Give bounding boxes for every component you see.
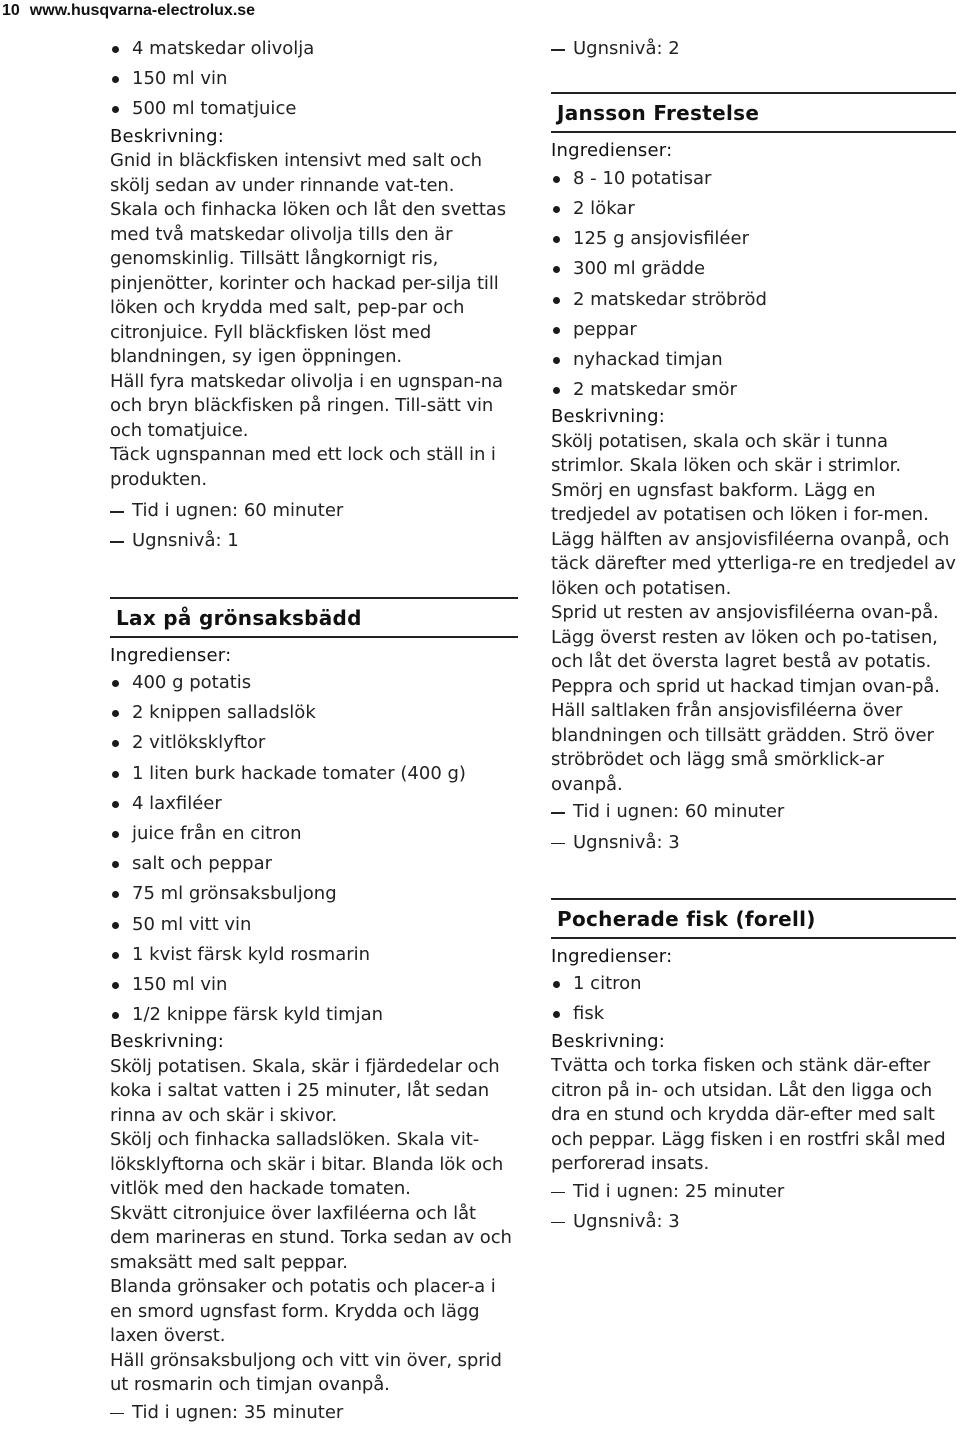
oven-level-note: Ugnsnivå: 1 — [110, 526, 518, 556]
page-number: 10 — [2, 2, 20, 19]
description-paragraph: Häll saltlaken från ansjovisfiléerna över blandningen och tillsätt grädden. Strö över ströbrödet och lägg små smörklick-ar ovanpå. — [551, 700, 934, 795]
recipe-title: Jansson Frestelse — [557, 101, 760, 126]
ingredient-list — [110, 668, 518, 1030]
ingredients-label: Ingredienser: — [551, 140, 673, 162]
continued-ingredient-list — [110, 34, 518, 125]
list-item: 4 laxfiléer — [110, 789, 518, 819]
list-item: 150 ml vin — [110, 970, 518, 1000]
list-item: 4 matskedar olivolja — [110, 34, 518, 64]
list-item: fisk — [551, 999, 956, 1029]
ingredients-label: Ingredienser: — [110, 644, 232, 666]
description-paragraph: Gnid in bläckfisken intensivt med salt och skölj sedan av under rinnande vat-ten. — [110, 150, 482, 196]
list-item: 1 citron — [551, 969, 956, 999]
description-label: Beskrivning: — [110, 125, 224, 147]
description-paragraph: Peppra och sprid ut hackad timjan ovan-på. — [551, 675, 940, 697]
list-item: 2 matskedar ströbröd — [551, 285, 956, 315]
header-url: www.husqvarna-electrolux.se — [29, 2, 256, 19]
description-paragraph: Skölj och finhacka salladslöken. Skala vit-löksklyftorna och skär i bitar. Blanda lök och vitlök med den hackade tomaten. — [110, 1129, 504, 1200]
description-paragraph: Skölj potatisen. Skala, skär i fjärdedelar och koka i saltat vatten i 25 minuter, låt sedan rinna av och skär i skivor. — [110, 1055, 500, 1126]
description-paragraph: Häll fyra matskedar olivolja i en ugnspan-na och bryn bläckfisken på ringen. Till-sätt vin och tomatjuice. — [110, 370, 503, 441]
list-item: 75 ml grönsaksbuljong — [110, 879, 518, 909]
oven-time-note: Tid i ugnen: 25 minuter — [551, 1177, 956, 1207]
list-item: 300 ml grädde — [551, 254, 956, 284]
list-item: 2 matskedar smör — [551, 375, 956, 405]
oven-level-note: Ugnsnivå: 2 — [551, 34, 956, 64]
description-label: Beskrivning: — [551, 1030, 665, 1052]
left-column — [110, 34, 518, 1428]
description-paragraph: Sprid ut resten av ansjovisfiléerna ovan-på. Lägg överst resten av löken och po-tatisen, och låt det översta lagret bestå av potatis. — [551, 602, 939, 673]
description-paragraph: Skala och finhacka löken och låt den svettas med två matskedar olivolja tills den är genomskinlig. Tillsätt långkornigt ris, pinjenötter, korinter och hackad per-silja till löken och krydda med salt, pep-par och citronjuice. Fyll bläckfisken löst med blandningen, sy igen öppningen. — [110, 199, 507, 368]
list-item: 1 liten burk hackade tomater (400 g) — [110, 759, 518, 789]
description-paragraph: Täck ugnspannan med ett lock och ställ in i produkten. — [110, 444, 496, 490]
description-label: Beskrivning: — [551, 406, 665, 428]
list-item: 1 kvist färsk kyld rosmarin — [110, 940, 518, 970]
ingredient-list — [551, 164, 956, 406]
ingredients-label: Ingredienser: — [551, 945, 673, 967]
list-item: 400 g potatis — [110, 668, 518, 698]
recipe-title-box — [551, 92, 956, 133]
list-item: 8 - 10 potatisar — [551, 164, 956, 194]
list-item: 2 vitlöksklyftor — [110, 728, 518, 758]
page-header — [0, 0, 255, 22]
description-paragraph: Blanda grönsaker och potatis och placer-a i en smord ugnsfast form. Krydda och lägg laxen överst. — [110, 1276, 496, 1347]
recipe-title: Pocherade fisk (forell) — [557, 906, 816, 931]
description-paragraph: Tvätta och torka fisken och stänk där-efter citron på in- och utsidan. Låt den ligga och dra en stund och krydda där-efter med salt och peppar. Lägg fisken i en rostfri skål med perforerad insats. — [551, 1055, 946, 1175]
list-item: peppar — [551, 315, 956, 345]
oven-level-note: Ugnsnivå: 3 — [551, 1207, 956, 1237]
oven-time-note: Tid i ugnen: 60 minuter — [110, 496, 518, 526]
ingredient-list — [551, 969, 956, 1029]
list-item: nyhackad timjan — [551, 345, 956, 375]
recipe-title: Lax på grönsaksbädd — [116, 605, 362, 630]
right-column — [551, 34, 956, 1237]
list-item: juice från en citron — [110, 819, 518, 849]
list-item: 150 ml vin — [110, 64, 518, 94]
description-paragraph: Häll grönsaksbuljong och vitt vin över, sprid ut rosmarin och timjan ovanpå. — [110, 1349, 502, 1396]
list-item: salt och peppar — [110, 849, 518, 879]
recipe-title-box — [110, 597, 518, 638]
description-paragraph: Skölj potatisen, skala och skär i tunna strimlor. Skala löken och skär i strimlor. — [551, 430, 901, 477]
recipe-title-box — [551, 898, 956, 939]
description-paragraph: Skvätt citronjuice över laxfiléerna och låt dem marineras en stund. Torka sedan av och smaksätt med salt peppar. — [110, 1202, 512, 1273]
list-item: 1/2 knippe färsk kyld timjan — [110, 1000, 518, 1030]
list-item: 500 ml tomatjuice — [110, 94, 518, 124]
description-paragraph: Smörj en ugnsfast bakform. Lägg en tredjedel av potatisen och löken i for-men. Lägg hälften av ansjovisfiléerna ovanpå, och täck därefter med ytterliga-re en tredjedel av löken och potatisen. — [551, 479, 956, 599]
list-item: 2 lökar — [551, 194, 956, 224]
list-item: 50 ml vitt vin — [110, 910, 518, 940]
oven-time-note: Tid i ugnen: 35 minuter — [110, 1398, 518, 1428]
oven-level-note: Ugnsnivå: 3 — [551, 828, 956, 858]
list-item: 125 g ansjovisfiléer — [551, 224, 956, 254]
oven-time-note: Tid i ugnen: 60 minuter — [551, 797, 956, 827]
list-item: 2 knippen salladslök — [110, 698, 518, 728]
description-label: Beskrivning: — [110, 1031, 224, 1053]
